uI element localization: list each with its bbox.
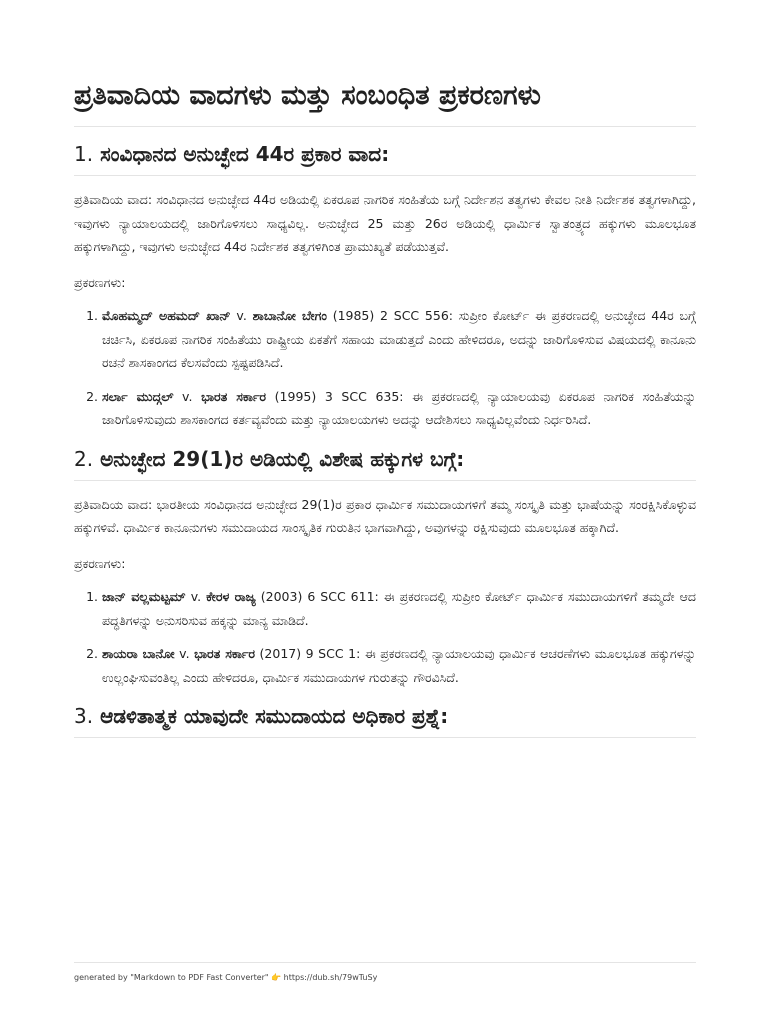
case-item: [102, 585, 696, 632]
section-number: 1.: [74, 142, 94, 166]
case-text: (1985) 2 SCC 556: ಸುಪ್ರೀಂ ಕೋರ್ಟ್ ಈ ಪ್ರಕರಣದಲ್ಲಿ ಅನುಚ್ಛೇದ 44ರ ಬಗ್ಗೆ ಚರ್ಚಿಸಿ, ಏಕರೂಪ ನಾಗರಿಕ ಸಂಹಿತೆಯು ರಾಷ್ಟ್ರೀಯ ಏಕತೆಗೆ ಸಹಾಯ ಮಾಡುತ್ತದೆ ಎಂದು ಹೇಳಿದರೂ, ಅದನ್ನು ಜಾರಿಗೊಳಿಸುವ ವಿಷಯದಲ್ಲಿ ಕಾನೂನು ರಚನೆ ಶಾಸಕಾಂಗದ ಕೆಲಸವೆಂದು ಸ್ಪಷ್ಟಪಡಿಸಿದೆ.: [102, 308, 696, 370]
case-party: ಶಾಬಾನೋ ಬೇಗಂ: [252, 308, 327, 323]
case-item: [102, 304, 696, 375]
section-heading: [74, 139, 696, 176]
case-party: ಕೇರಳ ರಾಜ್ಯ: [206, 589, 256, 604]
case-item: [102, 642, 696, 689]
case-party: ಭಾರತ ಸರ್ಕಾರ: [194, 646, 255, 661]
case-text: (2003) 6 SCC 611: ಈ ಪ್ರಕರಣದಲ್ಲಿ ಸುಪ್ರೀಂ ಕೋರ್ಟ್ ಧಾರ್ಮಿಕ ಸಮುದಾಯಗಳಿಗೆ ತಮ್ಮದೇ ಆದ ಪದ್ಧತಿಗಳನ್ನು ಅನುಸರಿಸುವ ಹಕ್ಕನ್ನು ಮಾನ್ಯ ಮಾಡಿದೆ.: [102, 589, 696, 628]
case-versus: v.: [174, 646, 195, 661]
case-versus: v.: [230, 308, 253, 323]
footer-credit: generated by "Markdown to PDF Fast Converter" 👉 https://dub.sh/79wTuSy: [74, 973, 378, 982]
footer-divider: [74, 962, 696, 963]
section-number: 3.: [74, 704, 94, 728]
cases-label: ಪ್ರಕರಣಗಳು:: [74, 555, 126, 571]
cases-label: ಪ್ರಕರಣಗಳು:: [74, 274, 126, 290]
argument-paragraph: ಪ್ರತಿವಾದಿಯ ವಾದ: ಸಂವಿಧಾನದ ಅನುಚ್ಛೇದ 44ರ ಅಡಿಯಲ್ಲಿ ಏಕರೂಪ ನಾಗರಿಕ ಸಂಹಿತೆಯ ಬಗ್ಗೆ ನಿರ್ದೇಶನ ತತ್ವಗಳು ಕೇವಲ ನೀತಿ ನಿರ್ದೇಶಕ ತತ್ವಗಳಾಗಿದ್ದು, ಇವುಗಳು ನ್ಯಾಯಾಲಯದಲ್ಲಿ ಜಾರಿಗೊಳಿಸಲು ಸಾಧ್ಯವಿಲ್ಲ. ಅನುಚ್ಛೇದ 25 ಮತ್ತು 26ರ ಅಡಿಯಲ್ಲಿ ಧಾರ್ಮಿಕ ಸ್ವಾತಂತ್ರ್ಯದ ಹಕ್ಕುಗಳು ಮೂಲಭೂತ ಹಕ್ಕುಗಳಾಗಿದ್ದು, ಇವುಗಳು ಅನುಚ್ಛೇದ 44ರ ನಿರ್ದೇಶಕ ತತ್ವಗಳಿಗಿಂತ ಪ್ರಾಮುಖ್ಯತೆ ಪಡೆಯುತ್ತವೆ.: [74, 192, 696, 254]
section-heading: [74, 444, 696, 481]
case-party: ಮೊಹಮ್ಮದ್ ಅಹಮದ್ ಖಾನ್: [102, 308, 231, 323]
case-list: [74, 304, 696, 432]
case-item: [102, 385, 696, 432]
case-versus: v.: [185, 589, 207, 604]
case-text: (1995) 3 SCC 635: ಈ ಪ್ರಕರಣದಲ್ಲಿ ನ್ಯಾಯಾಲಯವು ಏಕರೂಪ ನಾಗರಿಕ ಸಂಹಿತೆಯನ್ನು ಜಾರಿಗೊಳಿಸುವುದು ಶಾಸಕಾಂಗದ ಕರ್ತವ್ಯವೆಂದು ಮತ್ತು ನ್ಯಾಯಾಲಯಗಳು ಅದನ್ನು ಆದೇಶಿಸಲು ಸಾಧ್ಯವಿಲ್ಲವೆಂದು ನಿರ್ಧರಿಸಿದೆ.: [102, 388, 696, 427]
case-versus: v.: [173, 388, 202, 404]
page-title: ಪ್ರತಿವಾದಿಯ ವಾದಗಳು ಮತ್ತು ಸಂಬಂಧಿತ ಪ್ರಕರಣಗಳು: [74, 76, 696, 127]
section-number: 2.: [74, 446, 94, 471]
case-list: [74, 585, 696, 689]
case-party: ಭಾರತ ಸರ್ಕಾರ: [201, 388, 267, 404]
case-party: ಸರ್ಲಾ ಮುದ್ಗಲ್: [102, 388, 174, 404]
section-heading: [74, 701, 696, 738]
section-heading-text: ಅನುಚ್ಛೇದ 29(1)ರ ಅಡಿಯಲ್ಲಿ ವಿಶೇಷ ಹಕ್ಕುಗಳ ಬಗ್ಗೆ:: [100, 446, 465, 471]
document-page: [74, 76, 696, 738]
case-text: (2017) 9 SCC 1: ಈ ಪ್ರಕರಣದಲ್ಲಿ ನ್ಯಾಯಾಲಯವು ಧಾರ್ಮಿಕ ಆಚರಣೆಗಳು ಮೂಲಭೂತ ಹಕ್ಕುಗಳನ್ನು ಉಲ್ಲಂಘಿಸುವಂತಿಲ್ಲ ಎಂದು ಹೇಳಿದರೂ, ಧಾರ್ಮಿಕ ಸಮುದಾಯಗಳ ಗುರುತನ್ನು ಗೌರವಿಸಿದೆ.: [102, 646, 697, 685]
case-party: ಜಾನ್ ವಲ್ಲಮಟ್ಟಮ್: [102, 589, 186, 604]
section-heading-text: ಸಂವಿಧಾನದ ಅನುಚ್ಛೇದ 44ರ ಪ್ರಕಾರ ವಾದ:: [100, 142, 390, 166]
section-heading-text: ಆಡಳಿತಾತ್ಮಕ ಯಾವುದೇ ಸಮುದಾಯದ ಅಧಿಕಾರ ಪ್ರಶ್ನೆ:: [100, 704, 449, 728]
argument-paragraph: ಪ್ರತಿವಾದಿಯ ವಾದ: ಭಾರತೀಯ ಸಂವಿಧಾನದ ಅನುಚ್ಛೇದ 29(1)ರ ಪ್ರಕಾರ ಧಾರ್ಮಿಕ ಸಮುದಾಯಗಳಿಗೆ ತಮ್ಮ ಸಂಸ್ಕೃತಿ ಮತ್ತು ಭಾಷೆಯನ್ನು ಸಂರಕ್ಷಿಸಿಕೊಳ್ಳುವ ಹಕ್ಕುಗಳಿವೆ. ಧಾರ್ಮಿಕ ಕಾನೂನುಗಳು ಸಮುದಾಯದ ಸಾಂಸ್ಕೃತಿಕ ಗುರುತಿನ ಭಾಗವಾಗಿದ್ದು, ಅವುಗಳನ್ನು ರಕ್ಷಿಸುವುದು ಮೂಲಭೂತ ಹಕ್ಕಾಗಿದೆ.: [74, 496, 696, 535]
case-party: ಶಾಯರಾ ಬಾನೋ: [102, 646, 175, 661]
